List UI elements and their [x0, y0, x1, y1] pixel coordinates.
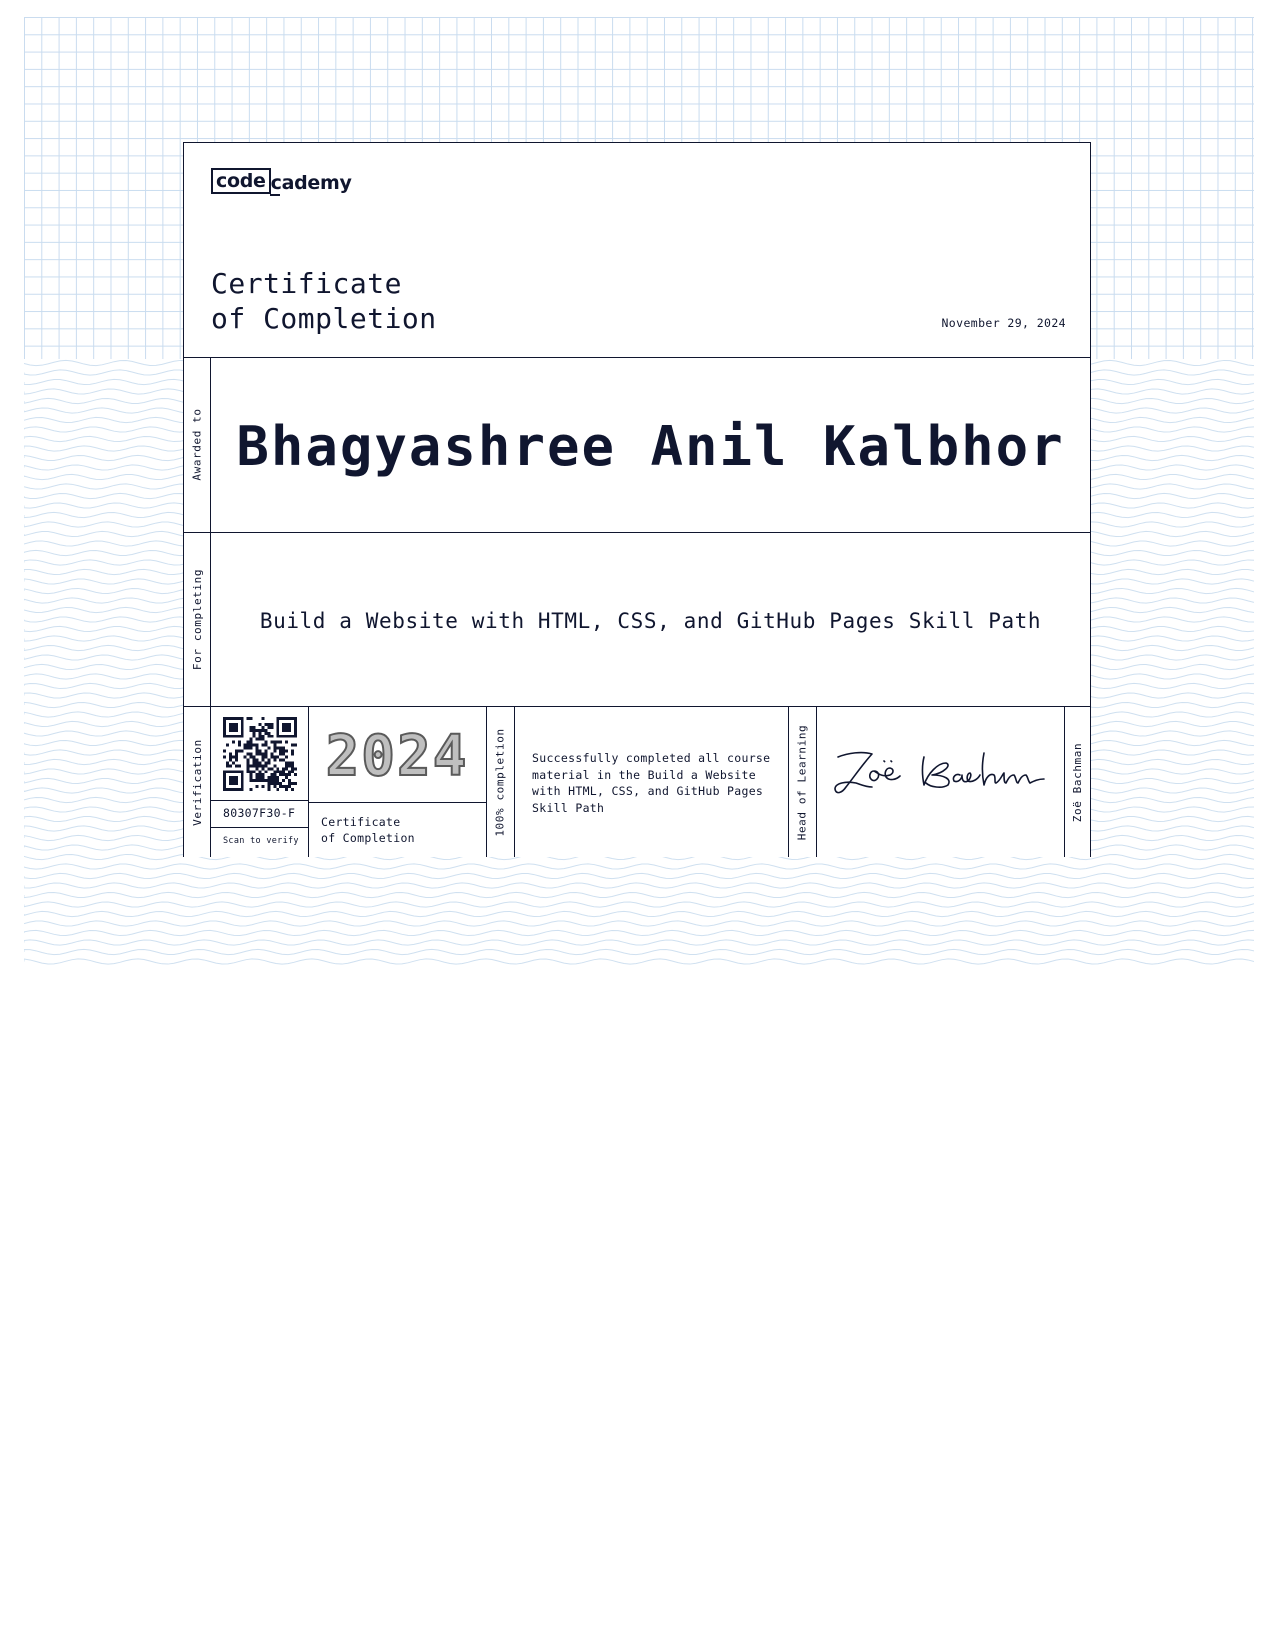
codecademy-logo: [211, 168, 352, 194]
divider-header: [184, 357, 1090, 358]
footer-title-line-1: Certificate: [321, 815, 401, 829]
completion-percent-label: 100% completion: [493, 727, 507, 837]
completion-description: Successfully completed all course material in the Build a Website with HTML, CSS, and GitHub Pages Skill Path: [532, 751, 771, 815]
signature: [832, 743, 1052, 803]
recipient-name: Bhagyashree Anil Kalbhor: [236, 415, 1065, 478]
qr-divider-1: [210, 800, 308, 801]
for-completing-label: For completing: [191, 568, 204, 671]
wave-line: [24, 940, 1254, 945]
footer-certificate-title: [321, 814, 415, 846]
head-of-learning-label: Head of Learning: [795, 724, 809, 840]
year-divider: [308, 802, 486, 803]
divider-course: [184, 706, 1090, 707]
certificate-title: [211, 266, 437, 336]
verification-label: Verification: [191, 738, 205, 826]
verification-code[interactable]: 80307F30-F: [223, 806, 296, 820]
wave-line: [24, 930, 1254, 935]
qr-code[interactable]: [223, 717, 297, 791]
course-title: Build a Website with HTML, CSS, and GitHub Pages Skill Path: [259, 608, 1042, 633]
qr-divider-2: [210, 827, 308, 828]
scan-to-verify-text: Scan to verify: [223, 836, 299, 846]
issue-date: November 29, 2024: [941, 316, 1066, 330]
wave-line: [24, 921, 1254, 926]
wave-line: [24, 902, 1254, 907]
logo-code-box: code: [211, 168, 271, 194]
signer-name: Zoë Bachman: [1071, 742, 1085, 822]
awarded-to-label: Awarded to: [191, 408, 205, 481]
footer-title-line-2: of Completion: [321, 831, 415, 845]
title-line-2: of Completion: [211, 302, 437, 335]
completion-year: 2024: [325, 723, 469, 789]
wave-line: [24, 873, 1254, 878]
logo-cademy-text: cademy: [270, 172, 352, 194]
wave-line: [24, 892, 1254, 897]
wave-line: [24, 911, 1254, 916]
completion-column-divider: [514, 707, 515, 857]
divider-awarded: [184, 532, 1090, 533]
wave-line: [24, 864, 1254, 869]
wave-line: [24, 959, 1254, 964]
wave-line: [24, 949, 1254, 954]
wave-line: [24, 883, 1254, 888]
certificate-card: [183, 142, 1091, 857]
signature-column-left-divider: [816, 707, 817, 857]
title-line-1: Certificate: [211, 267, 402, 300]
